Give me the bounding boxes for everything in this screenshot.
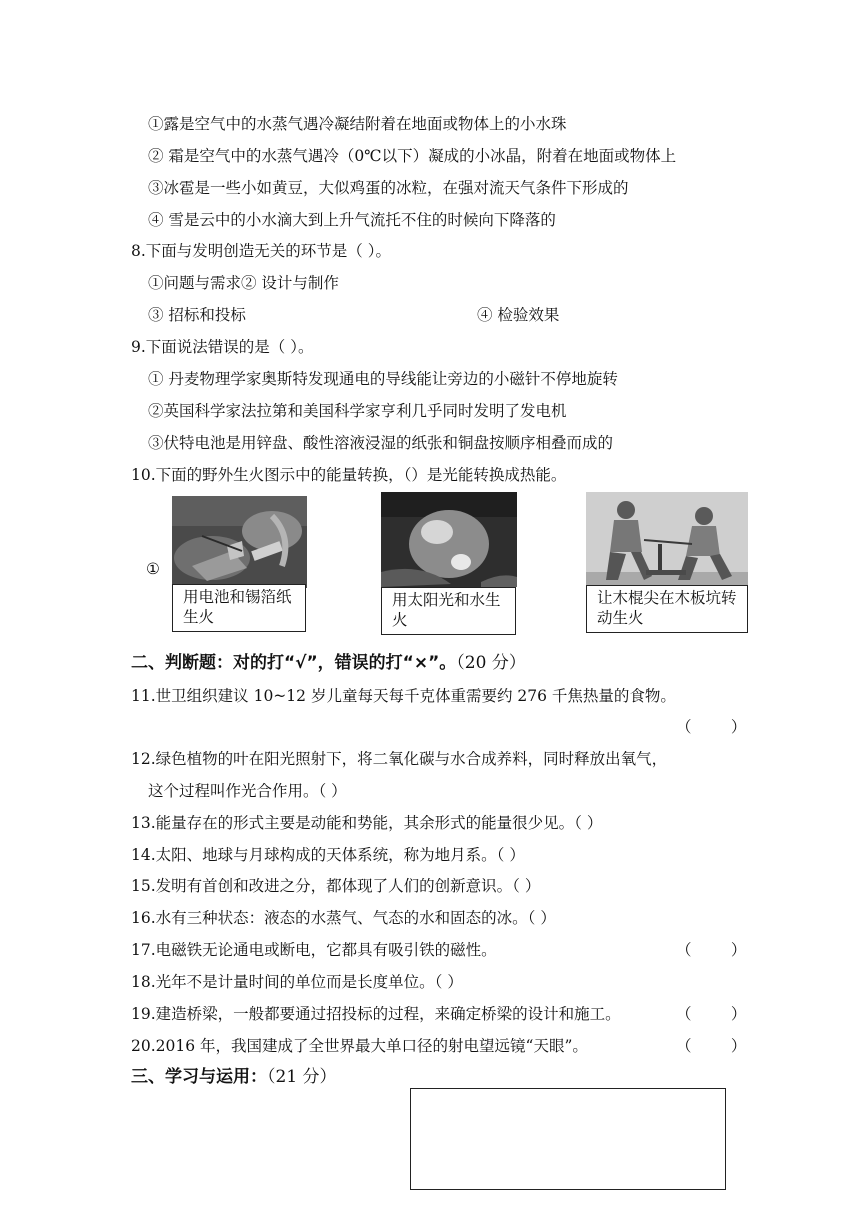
- caption-wood-drill: 让木棍尖在木板坑转动生火: [586, 585, 748, 633]
- q7-option-3: ③冰雹是一些小如黄豆，大似鸡蛋的冰粒，在强对流天气条件下形成的: [148, 179, 629, 197]
- q11: 11.世卫组织建议 10~12 岁儿童每天每千克体重需要约 276 千焦热量的食物。: [131, 687, 676, 705]
- q20-answer-paren: （ ）: [676, 1037, 747, 1055]
- q8-option-3: ③ 招标和投标: [148, 306, 246, 324]
- q11-answer-paren: （ ）: [676, 718, 747, 736]
- q14: 14.太阳、地球与月球构成的天体系统，称为地月系。（ ）: [131, 846, 525, 864]
- q19: 19.建造桥梁，一般都要通过招投标的过程，来确定桥梁的设计和施工。: [131, 1005, 621, 1023]
- q19-answer-paren: （ ）: [676, 1005, 747, 1023]
- caption-sunlight: 用太阳光和水生火: [381, 587, 516, 635]
- section-3-title-text: 三、学习与运用：: [131, 1067, 267, 1087]
- q17: 17.电磁铁无论通电或断电，它都具有吸引铁的磁性。: [131, 941, 497, 959]
- section-2-score: （20 分）: [456, 653, 526, 673]
- answer-box: [410, 1088, 726, 1190]
- water-balloon-photo: [381, 492, 517, 587]
- q12: 12.绿色植物的叶在阳光照射下，将二氧化碳与水合成养料，同时释放出氧气，: [131, 750, 668, 768]
- q9-option-1: ① 丹麦物理学家奥斯特发现通电的导线能让旁边的小磁针不停地旋转: [148, 370, 618, 388]
- q7-option-1: ①露是空气中的水蒸气遇冷凝结附着在地面或物体上的小水珠: [148, 115, 567, 133]
- q18: 18.光年不是计量时间的单位而是长度单位。（ ）: [131, 973, 463, 991]
- q8-stem: 8.下面与发明创造无关的环节是（ ）。: [131, 242, 391, 260]
- q10-stem: 10.下面的野外生火图示中的能量转换，（）是光能转换成热能。: [131, 466, 567, 484]
- q8-option-1-2: ①问题与需求② 设计与制作: [148, 274, 339, 292]
- section-3-score: （21 分）: [267, 1067, 337, 1087]
- q20: 20.2016 年，我国建成了全世界最大单口径的射电望远镜“天眼”。: [131, 1037, 588, 1055]
- fire-drill-photo: [586, 492, 748, 588]
- q9-option-2: ②英国科学家法拉第和美国科学家亨利几乎同时发明了发电机: [148, 402, 567, 420]
- q13: 13.能量存在的形式主要是动能和势能，其余形式的能量很少见。（ ）: [131, 814, 603, 832]
- q9-option-3: ③伏特电池是用锌盘、酸性溶液浸湿的纸张和铜盘按顺序相叠而成的: [148, 434, 614, 452]
- section-2-title-text: 二、判断题：对的打“√”，错误的打“×”。: [131, 653, 457, 673]
- q9-stem: 9.下面说法错误的是（ ）。: [131, 338, 314, 356]
- q10-marker: ①: [146, 560, 160, 578]
- battery-foil-photo: [172, 496, 307, 588]
- caption-battery: 用电池和锡箔纸生火: [172, 584, 306, 632]
- section-3-title: [131, 1066, 337, 1088]
- section-2-title: [131, 652, 526, 674]
- q12-cont: 这个过程叫作光合作用。（ ）: [148, 782, 347, 800]
- q16: 16.水有三种状态：液态的水蒸气、气态的水和固态的冰。（ ）: [131, 909, 556, 927]
- q17-answer-paren: （ ）: [676, 941, 747, 959]
- q7-option-2: ② 霜是空气中的水蒸气遇冷（0℃以下）凝成的小冰晶，附着在地面或物体上: [148, 147, 677, 165]
- q8-option-4: ④ 检验效果: [477, 306, 560, 324]
- q15: 15.发明有首创和改进之分，都体现了人们的创新意识。（ ）: [131, 877, 541, 895]
- q7-option-4: ④ 雪是云中的小水滴大到上升气流托不住的时候向下降落的: [148, 211, 556, 229]
